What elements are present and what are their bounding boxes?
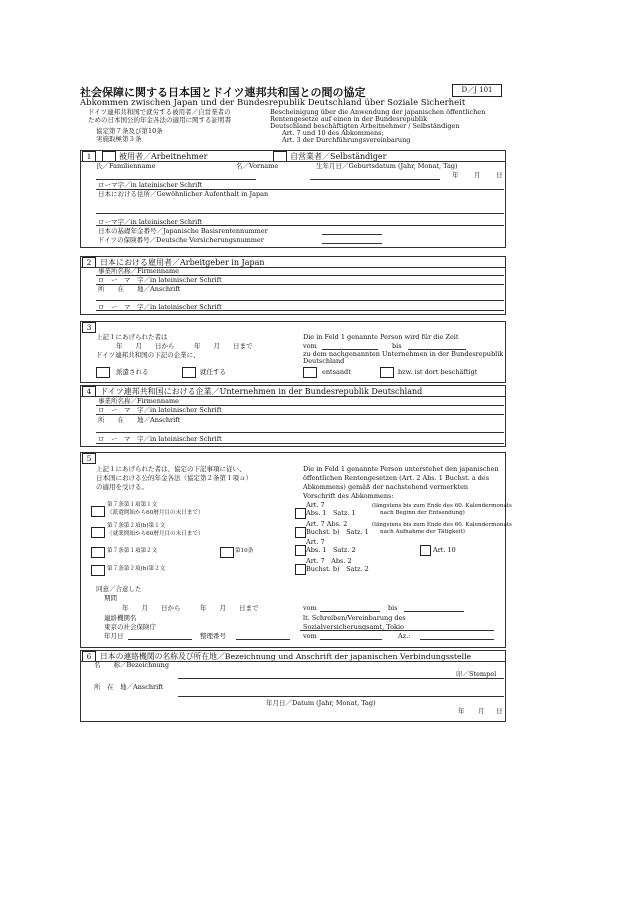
- s5-ja-line-2: 日本国における公的年金各法（協定第２条第１項ａ）: [96, 474, 252, 482]
- form-rule-line: [96, 443, 504, 444]
- dispatched-checkbox[interactable]: [96, 367, 110, 378]
- address-latin-label: ローマ字／in lateinischer Schrift: [98, 218, 203, 226]
- ja-art7-2b-1-label: 第７条第２項(b)第１文: [107, 523, 166, 529]
- agreed-vom: vom: [303, 604, 317, 612]
- family-name-label: 氏／Familienname: [96, 162, 156, 170]
- birth-month: 月: [474, 171, 481, 179]
- s2-firm-label: 事業所名称／Firmenname: [98, 267, 179, 275]
- section-6-number: 6: [82, 651, 96, 662]
- s3-de-line-1: Die in Feld 1 genannte Person wird für die Zeit: [303, 333, 459, 341]
- pension-number-label: 日本の基礎年金番号／Japanische Basisrentennummer: [98, 227, 268, 235]
- agreed-label: 同意／合意した: [96, 585, 142, 593]
- s2-address-label: 所 在 地／Anschrift: [98, 285, 181, 293]
- de-art7-d-2: Buchst. b) Satz. 2: [306, 565, 369, 573]
- form-rule-line: [96, 179, 256, 180]
- beschaeftigt-label: bzw. ist dort beschäftigt: [398, 368, 478, 376]
- s3-de-line-4: Deutschland: [303, 357, 345, 365]
- dispatched-label: 派遣される: [116, 368, 149, 376]
- s3-de-vom: vom: [303, 342, 317, 350]
- de-art7-a-note-1: (längstens bis zum Ende des 60. Kalendermonats: [372, 503, 512, 509]
- s6-month: 月: [478, 707, 485, 715]
- de-art7-1-2-checkbox[interactable]: [295, 545, 306, 556]
- s5-de-line-4: Vorschrift des Abkommens:: [303, 492, 394, 500]
- s3-dates: 年 月 日から 年 月 日まで: [116, 342, 253, 350]
- desc-ja-3: 協定第７条及び第10条: [96, 127, 163, 135]
- entsandt-checkbox[interactable]: [303, 367, 317, 378]
- liaison-label: 連絡機関名: [104, 614, 137, 622]
- de-art10-label: Art. 10: [433, 546, 456, 554]
- form-rule-line: [178, 678, 504, 679]
- ja-art10-checkbox[interactable]: [220, 547, 234, 558]
- employee-label: 被用者／Arbeitnehmer: [119, 152, 208, 161]
- form-rule-line: [300, 630, 494, 631]
- de-art7-b-note-2: nach Aufnahme der Tätigkeit): [380, 529, 465, 535]
- s2-firm-latin-label: ロ ー マ 字／in lateinischer Schrift: [98, 276, 222, 284]
- s3-de-bis: bis: [392, 342, 402, 350]
- section-3-number: 3: [82, 322, 96, 333]
- form-rule-line: [322, 243, 382, 244]
- de-art10-checkbox[interactable]: [420, 545, 431, 556]
- stamp-label: 印／Stempel: [456, 670, 497, 678]
- s2-address-latin-label: ロ ー マ 字／in lateinischer Schrift: [98, 303, 222, 311]
- s5-ja-line-1: 上記１にあげられた者は、協定の下記事項に従い、: [96, 465, 246, 473]
- s6-name-label: 名 称／Bezeichnung: [94, 661, 170, 669]
- form-rule-line: [96, 189, 504, 190]
- desc-de-2: Rentengesetze auf einen in der Bundesrepublik: [270, 115, 428, 123]
- section-2-number: 2: [82, 257, 96, 268]
- form-rule-line: [404, 611, 464, 612]
- s4-firm-latin-label: ロ ー マ 字／in lateinischer Schrift: [98, 406, 222, 414]
- s6-day: 日: [496, 707, 503, 715]
- birth-date-label: 生年月日／Geburtsdatum (Jahr, Monat, Tag): [316, 162, 458, 170]
- section-2-title: 日本における雇用者／Arbeitgeber in Japan: [100, 258, 265, 267]
- address-label: 日本における住所／Gewöhnlicher Aufenthalt in Japan: [98, 190, 269, 198]
- de-art7-2b-2-checkbox[interactable]: [295, 564, 306, 575]
- de-art7-c-2: Abs. 1 Satz. 2: [306, 546, 356, 554]
- agreed-bis: bis: [388, 604, 398, 612]
- beschaeftigt-checkbox[interactable]: [380, 367, 394, 378]
- birth-year: 年: [452, 171, 459, 179]
- s4-address-label: 所 在 地／Anschrift: [98, 416, 181, 424]
- ja-art7-2b-2-checkbox[interactable]: [91, 565, 105, 576]
- vom-2: vom: [303, 632, 317, 640]
- agreed-dates: 年 月 日から 年 月 日まで: [122, 604, 259, 612]
- ref-number-label: 整理番号: [200, 632, 226, 640]
- de-art7-b-1: Art. 7 Abs. 2: [306, 520, 348, 528]
- section-4-title: ドイツ連邦共和国における企業／Unternehmen in der Bundesrepublik Deutschland: [100, 387, 423, 396]
- section-1-number: 1: [82, 151, 96, 162]
- form-rule-line: [96, 213, 504, 214]
- birth-day: 日: [496, 171, 503, 179]
- title-german: Abkommen zwischen Japan und der Bundesrepublik Deutschland über Soziale Sicherheit: [80, 98, 466, 108]
- desc-ja-2: ための日本国公的年金各法の適用に関する証明書: [88, 116, 231, 124]
- form-rule-line: [320, 639, 382, 640]
- s6-date-label: 年月日／Datum (Jahr, Monat, Tag): [266, 699, 376, 707]
- form-rule-line: [96, 414, 504, 415]
- form-rule-line: [96, 310, 504, 311]
- form-rule-line: [128, 639, 192, 640]
- desc-de-3: Deutschland beschäftigten Arbeitnehmer / Selbständigen: [270, 122, 460, 130]
- s6-year: 年: [458, 707, 465, 715]
- employed-label: 就任する: [200, 368, 226, 376]
- de-art7-1-1-checkbox[interactable]: [295, 508, 306, 519]
- form-rule-line: [320, 611, 380, 612]
- ja-art7-2b-2-label: 第７条第２項(b)第２文: [107, 566, 166, 572]
- form-rule-line: [420, 639, 494, 640]
- de-art7-b-2: Buchst. b) Satz. 1: [306, 528, 369, 536]
- form-rule-line: [96, 432, 504, 433]
- s5-de-line-2: öffentlichen Rentengesetzen (Art. 2 Abs. 1 Buchst. a des: [303, 474, 490, 482]
- desc-de-4: Art. 7 und 10 des Abkommens;: [282, 129, 384, 137]
- date-label: 年月日: [104, 632, 124, 640]
- period-label: 期間: [104, 594, 117, 602]
- ja-art10-label: 第10条: [235, 548, 254, 554]
- first-name-label: 名／Vorname: [236, 162, 279, 170]
- form-rule-line: [178, 696, 504, 697]
- ja-art7-1-2-label: 第７条第１項第２文: [107, 548, 158, 554]
- selfemployed-label: 自営業者／Selbständiger: [290, 152, 387, 161]
- form-rule-line: [236, 639, 290, 640]
- de-art7-c-1: Art. 7: [306, 538, 325, 546]
- ja-art7-1-1-label: 第７条第１項第１文: [107, 502, 158, 508]
- az-label: Az.:: [398, 632, 411, 640]
- section-6-title: 日本の連絡機関の名称及び所在地／Bezeichnung und Anschrift der japanischen Verbindungsstelle: [100, 652, 472, 661]
- form-rule-line: [96, 300, 504, 301]
- employed-checkbox[interactable]: [182, 367, 196, 378]
- form-rule-line: [310, 179, 440, 180]
- de-art7-b-note-1: (längstens bis zum Ende des 60. Kalendermonats: [372, 522, 512, 528]
- liaison-office: 東京の社会保険庁: [104, 623, 156, 631]
- section-5-number: 5: [82, 453, 96, 464]
- ja-art7-2b-1-checkbox[interactable]: [91, 527, 105, 538]
- s5-de-line-3: Abkommens) gemäß der nachstehend vermerkten: [303, 483, 469, 491]
- ja-art7-1-1-note: （派遣開始から60暦月目の末日まで）: [107, 510, 204, 516]
- entsandt-label: entsandt: [322, 368, 351, 376]
- s4-firm-label: 事業所名称／Firmenname: [98, 397, 179, 405]
- ja-art7-2b-1-note: （就業開始から60暦月目の末日まで）: [107, 531, 204, 537]
- desc-de-1: Bescheinigung über die Anwendung der japanischen öffentlichen: [270, 108, 486, 116]
- de-art7-2b-1-checkbox[interactable]: [295, 527, 306, 538]
- name-latin-label: ローマ字／in lateinischer Schrift: [98, 181, 203, 189]
- s6-address-label: 所 在 地／Anschrift: [94, 683, 164, 691]
- de-art7-a-2: Abs. 1 Satz. 1: [306, 509, 356, 517]
- title-japanese: 社会保障に関する日本国とドイツ連邦共和国との間の協定: [80, 86, 366, 99]
- s4-address-latin-label: ロ ー マ 字／in lateinischer Schrift: [98, 435, 222, 443]
- desc-ja-1: ドイツ連邦共和国で就労する被用者／自営業者の: [88, 108, 231, 116]
- sozialversicherungsamt: Sozialversicherungsamt, Tokio: [303, 623, 404, 631]
- form-rule-line: [96, 225, 504, 226]
- s3-line-1: 上記１にあげられた者は: [96, 333, 168, 341]
- section-4-number: 4: [82, 386, 96, 397]
- s5-de-line-1: Die in Feld 1 genannte Person unterstehet den japanischen: [303, 465, 499, 473]
- insurance-number-label: ドイツの保険番号／Deutsche Versicherungsnummer: [98, 236, 264, 244]
- desc-de-5: Art. 3 der Durchführungsvereinbarung: [282, 136, 411, 144]
- ja-art7-1-2-checkbox[interactable]: [91, 547, 105, 558]
- form-code: D／J 101: [452, 84, 502, 97]
- de-art7-a-1: Art. 7: [306, 501, 325, 509]
- ja-art7-1-1-checkbox[interactable]: [91, 506, 105, 517]
- form-rule-line: [322, 234, 382, 235]
- lt-schreiben: lt. Schreiben/Vereinbarung des: [303, 614, 406, 622]
- de-art7-a-note-2: nach Beginn der Entsendung): [380, 510, 465, 516]
- s3-line-3: ドイツ連邦共和国の下記の企業に、: [96, 351, 200, 359]
- de-art7-d-1: Art. 7 Abs. 2: [306, 557, 352, 565]
- s5-ja-line-3: の適用を受ける。: [96, 483, 148, 491]
- desc-ja-4: 実施取極第３条: [96, 135, 142, 143]
- s3-de-line-3: zu dem nachgenannten Unternehmen in der Bundesrepublik: [303, 350, 504, 358]
